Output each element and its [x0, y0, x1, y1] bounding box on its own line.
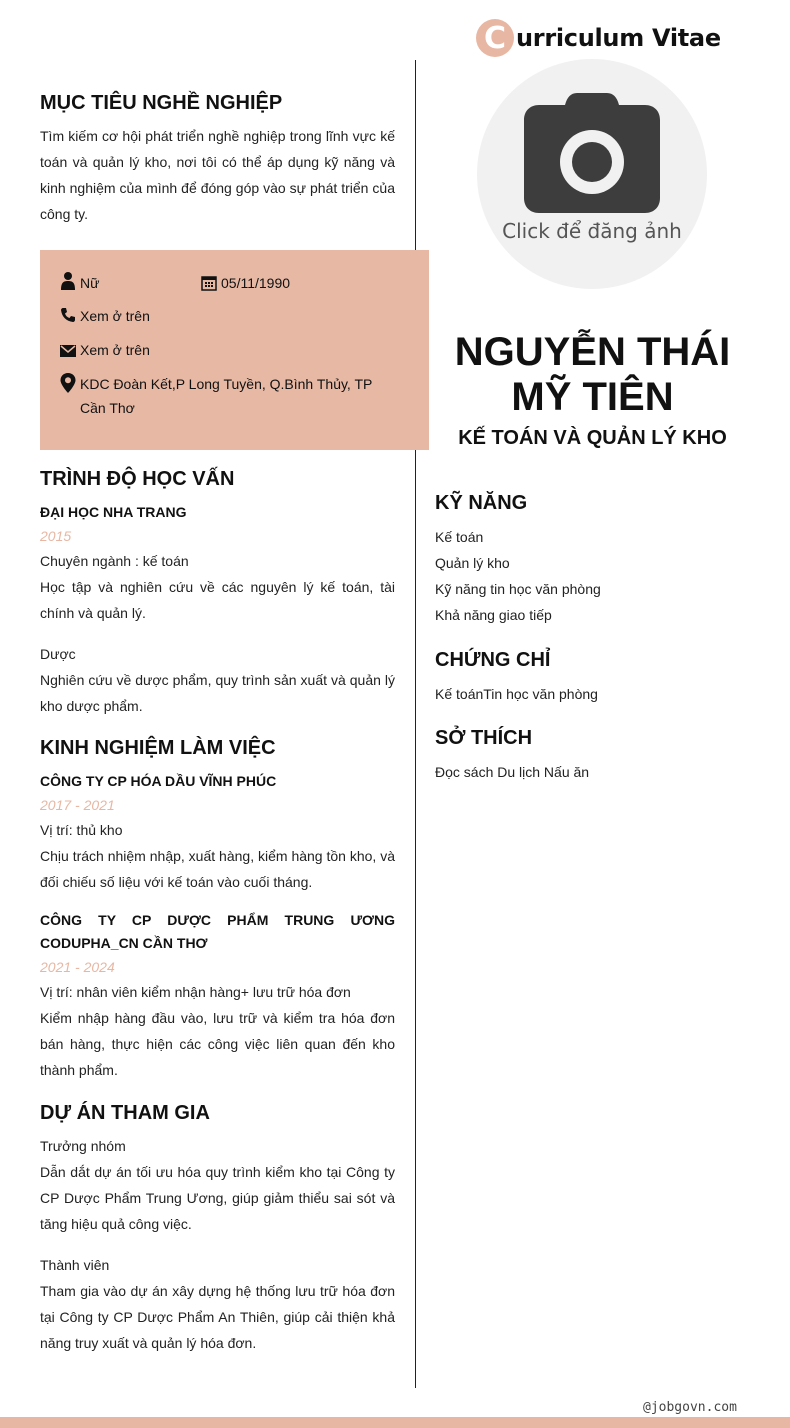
candidate-name: NGUYỄN THÁI MỸ TIÊN: [454, 330, 731, 419]
certificates-section: [435, 649, 755, 707]
photo-upload[interactable]: [477, 59, 707, 289]
cv-logo: [476, 17, 721, 59]
email-value: Xem ở trên: [80, 342, 150, 358]
education-section: [40, 468, 395, 719]
phone-row: [60, 304, 150, 328]
experience-section: [40, 737, 395, 1083]
calendar-icon: [201, 275, 217, 291]
objective-text: Tìm kiếm cơ hội phát triển nghề nghiệp trong lĩnh vực kế toán và quản lý kho, nơi tôi có thể áp dụng kỹ năng và kinh nghiệm của mình để đóng góp vào sự phát triển của công ty.: [40, 128, 395, 222]
education-year: 2015: [40, 528, 72, 544]
education-desc: Học tập và nghiên cứu về các nguyên lý kế toán, tài chính và quản lý.: [40, 579, 395, 621]
school-name: ĐẠI HỌC NHA TRANG: [40, 504, 187, 520]
location-pin-icon: [60, 373, 76, 393]
experience-heading: KINH NGHIỆM LÀM VIỆC: [40, 737, 276, 759]
certificates-heading: CHỨNG CHỈ: [435, 649, 551, 671]
skill-item: Kế toán: [435, 529, 484, 545]
address-row: [60, 372, 390, 420]
address-value: KDC Đoàn Kết,P Long Tuyền, Q.Bình Thủy, TP Cần Thơ: [80, 376, 373, 416]
project-entry: [40, 1133, 395, 1237]
job-period: 2021 - 2024: [40, 959, 115, 975]
job-desc: Chịu trách nhiệm nhập, xuất hàng, kiểm hàng tồn kho, và đối chiếu số liệu với kế toán vào cuối tháng.: [40, 848, 395, 890]
skills-list: [435, 524, 755, 628]
job-period: 2017 - 2021: [40, 797, 115, 813]
project-desc: Dẫn dắt dự án tối ưu hóa quy trình kiểm kho tại Công ty CP Dược Phẩm Trung Ương, giúp giảm thiểu sai sót và tăng hiệu quả công việc.: [40, 1164, 395, 1232]
envelope-icon: [60, 344, 76, 358]
skill-item: Quản lý kho: [435, 555, 510, 571]
project-entry: [40, 1252, 395, 1356]
skill-item: Khả năng giao tiếp: [435, 607, 552, 623]
skill-item: Kỹ năng tin học văn phòng: [435, 581, 601, 597]
objective-section: [40, 92, 395, 227]
phone-value: Xem ở trên: [80, 308, 150, 324]
education-major: Chuyên ngành : kế toán: [40, 553, 189, 569]
gender-value: Nữ: [80, 275, 100, 291]
phone-icon: [60, 307, 76, 323]
camera-icon: [523, 93, 661, 213]
candidate-title: KẾ TOÁN VÀ QUẢN LÝ KHO: [458, 427, 727, 449]
projects-section: [40, 1102, 395, 1356]
projects-heading: DỰ ÁN THAM GIA: [40, 1102, 210, 1124]
person-icon: [60, 271, 76, 291]
birthday-value: 05/11/1990: [221, 275, 291, 291]
education-heading: TRÌNH ĐỘ HỌC VẤN: [40, 468, 235, 490]
logo-letter: C: [476, 19, 514, 57]
job-entry: [40, 909, 395, 1083]
email-row: [60, 338, 150, 362]
job-company: CÔNG TY CP DƯỢC PHẨM TRUNG ƯƠNG CODUPHA_CN CẦN THƠ: [40, 912, 395, 951]
certificates-text: Kế toánTin học văn phòng: [435, 686, 598, 702]
logo-text: urriculum Vitae: [516, 24, 721, 52]
objective-heading: MỤC TIÊU NGHỀ NGHIỆP: [40, 92, 283, 114]
skills-heading: KỸ NĂNG: [435, 492, 528, 514]
photo-upload-label: Click để đăng ảnh: [502, 219, 682, 243]
job-company: CÔNG TY CP HÓA DẦU VĨNH PHÚC: [40, 773, 277, 789]
project-role: Trưởng nhóm: [40, 1138, 126, 1154]
hobbies-text: Đọc sách Du lịch Nấu ăn: [435, 764, 590, 780]
job-entry: [40, 770, 395, 895]
contact-box: [40, 250, 429, 450]
skills-section: [435, 492, 755, 628]
gender-row: [60, 271, 99, 295]
hobbies-heading: SỞ THÍCH: [435, 727, 533, 749]
project-desc: Tham gia vào dự án xây dựng hệ thống lưu trữ hóa đơn tại Công ty CP Dược Phẩm An Thiên, giúp cải thiện khả năng truy xuất và quản lý hóa đơn.: [40, 1283, 395, 1351]
project-role: Thành viên: [40, 1257, 110, 1273]
footer-bar: [0, 1417, 790, 1428]
hobbies-section: [435, 727, 755, 785]
education-extra-title: Dược: [40, 646, 76, 662]
job-position: Vị trí: thủ kho: [40, 822, 123, 838]
job-desc: Kiểm nhập hàng đầu vào, lưu trữ và kiểm tra hóa đơn bán hàng, thực hiện các công việc liên quan đến kho thành phẩm.: [40, 1010, 395, 1078]
watermark: @jobgovn.com: [643, 1400, 737, 1415]
birthday-row: [201, 271, 290, 295]
education-extra-desc: Nghiên cứu về dược phẩm, quy trình sản xuất và quản lý kho dược phẩm.: [40, 672, 395, 714]
job-position: Vị trí: nhân viên kiểm nhận hàng+ lưu trữ hóa đơn: [40, 984, 351, 1000]
